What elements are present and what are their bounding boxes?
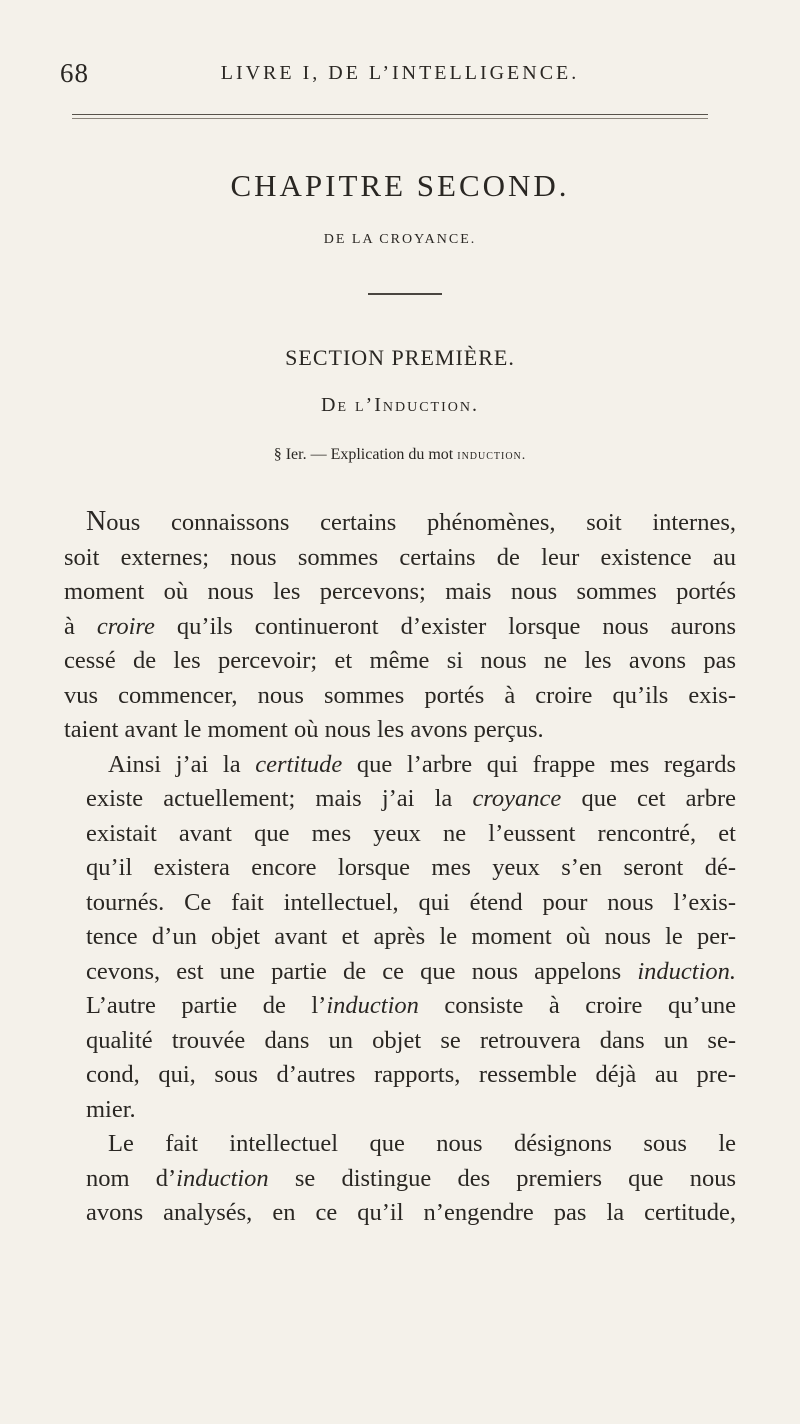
text-line: cond, qui, sous d’autres rapports, ressemble déjà au pre- [86,1061,736,1088]
text-line: Nous connaissons certains phénomènes, soit internes, [86,506,736,537]
text-line: existe actuellement; mais j’ai la croyance que cet arbre [86,785,736,812]
italic-term: induction. [637,957,736,985]
italic-term: induction [176,1164,269,1192]
text-line: cevons, est une partie de ce que nous appelons induction. [86,957,736,985]
italic-term: certitude [255,750,343,778]
paragraph-2 [64,748,736,1128]
page-number: 68 [60,58,89,88]
chapter-title: CHAPITRE SECOND. [230,168,570,203]
text-line: moment où nous les percevons; mais nous sommes portés [64,578,736,605]
text-line: existait avant que mes yeux ne l’eussent rencontré, et [86,819,736,847]
paragraph-1 [64,505,736,748]
text-line: tence d’un objet avant et après le moment où nous le per- [86,923,736,950]
paragraph-heading-text: . — Explication du mot [302,446,458,463]
text-line: mier. [86,1095,136,1123]
header-rule [72,114,708,122]
text-line: nom d’induction se distingue des premiers que nous [86,1164,736,1192]
italic-term: croire [96,612,155,640]
text-line: soit externes; nous sommes certains de leur existence au [64,543,736,571]
paragraph-heading [0,446,800,464]
text-line: cessé de les percevoir; et même si nous ne les avons pas [64,647,736,674]
body-text [64,505,736,1231]
italic-term: croyance [472,785,562,812]
section-title: SECTION PREMIÈRE. [285,345,515,370]
section-divider [368,293,442,295]
text-line: avons analysés, en ce qu’il n’engendre pas la certitude, [86,1199,736,1226]
text-line: Ainsi j’ai la certitude que l’arbre qui frappe mes regards [108,750,736,778]
text-line: vus commencer, nous sommes portés à croire qu’ils exis- [64,681,736,709]
running-title: LIVRE I, DE L’INTELLIGENCE. [220,62,580,84]
paragraph-heading-term: induction. [457,448,527,463]
section-subtitle: De l’Induction. [321,394,479,416]
text-line: qu’il existera encore lorsque mes yeux s’en seront dé- [86,854,736,881]
paragraph-number: Ier [285,446,303,463]
text-line: Le fait intellectuel que nous désignons sous le [108,1130,736,1157]
chapter-subtitle: DE LA CROYANCE. [323,232,477,247]
paragraph-3 [64,1127,736,1231]
running-head [60,58,740,94]
section-mark: § [273,446,282,463]
text-line: taient avant le moment où nous les avons perçus. [64,716,544,743]
text-line: L’autre partie de l’induction consiste à croire qu’une [86,992,736,1019]
text-line: à croire qu’ils continueront d’exister lorsque nous aurons [64,612,736,640]
italic-term: induction [326,992,419,1019]
text-line: qualité trouvée dans un objet se retrouvera dans un se- [86,1026,736,1054]
text-line: tournés. Ce fait intellectuel, qui étend pour nous l’exis- [86,888,736,916]
